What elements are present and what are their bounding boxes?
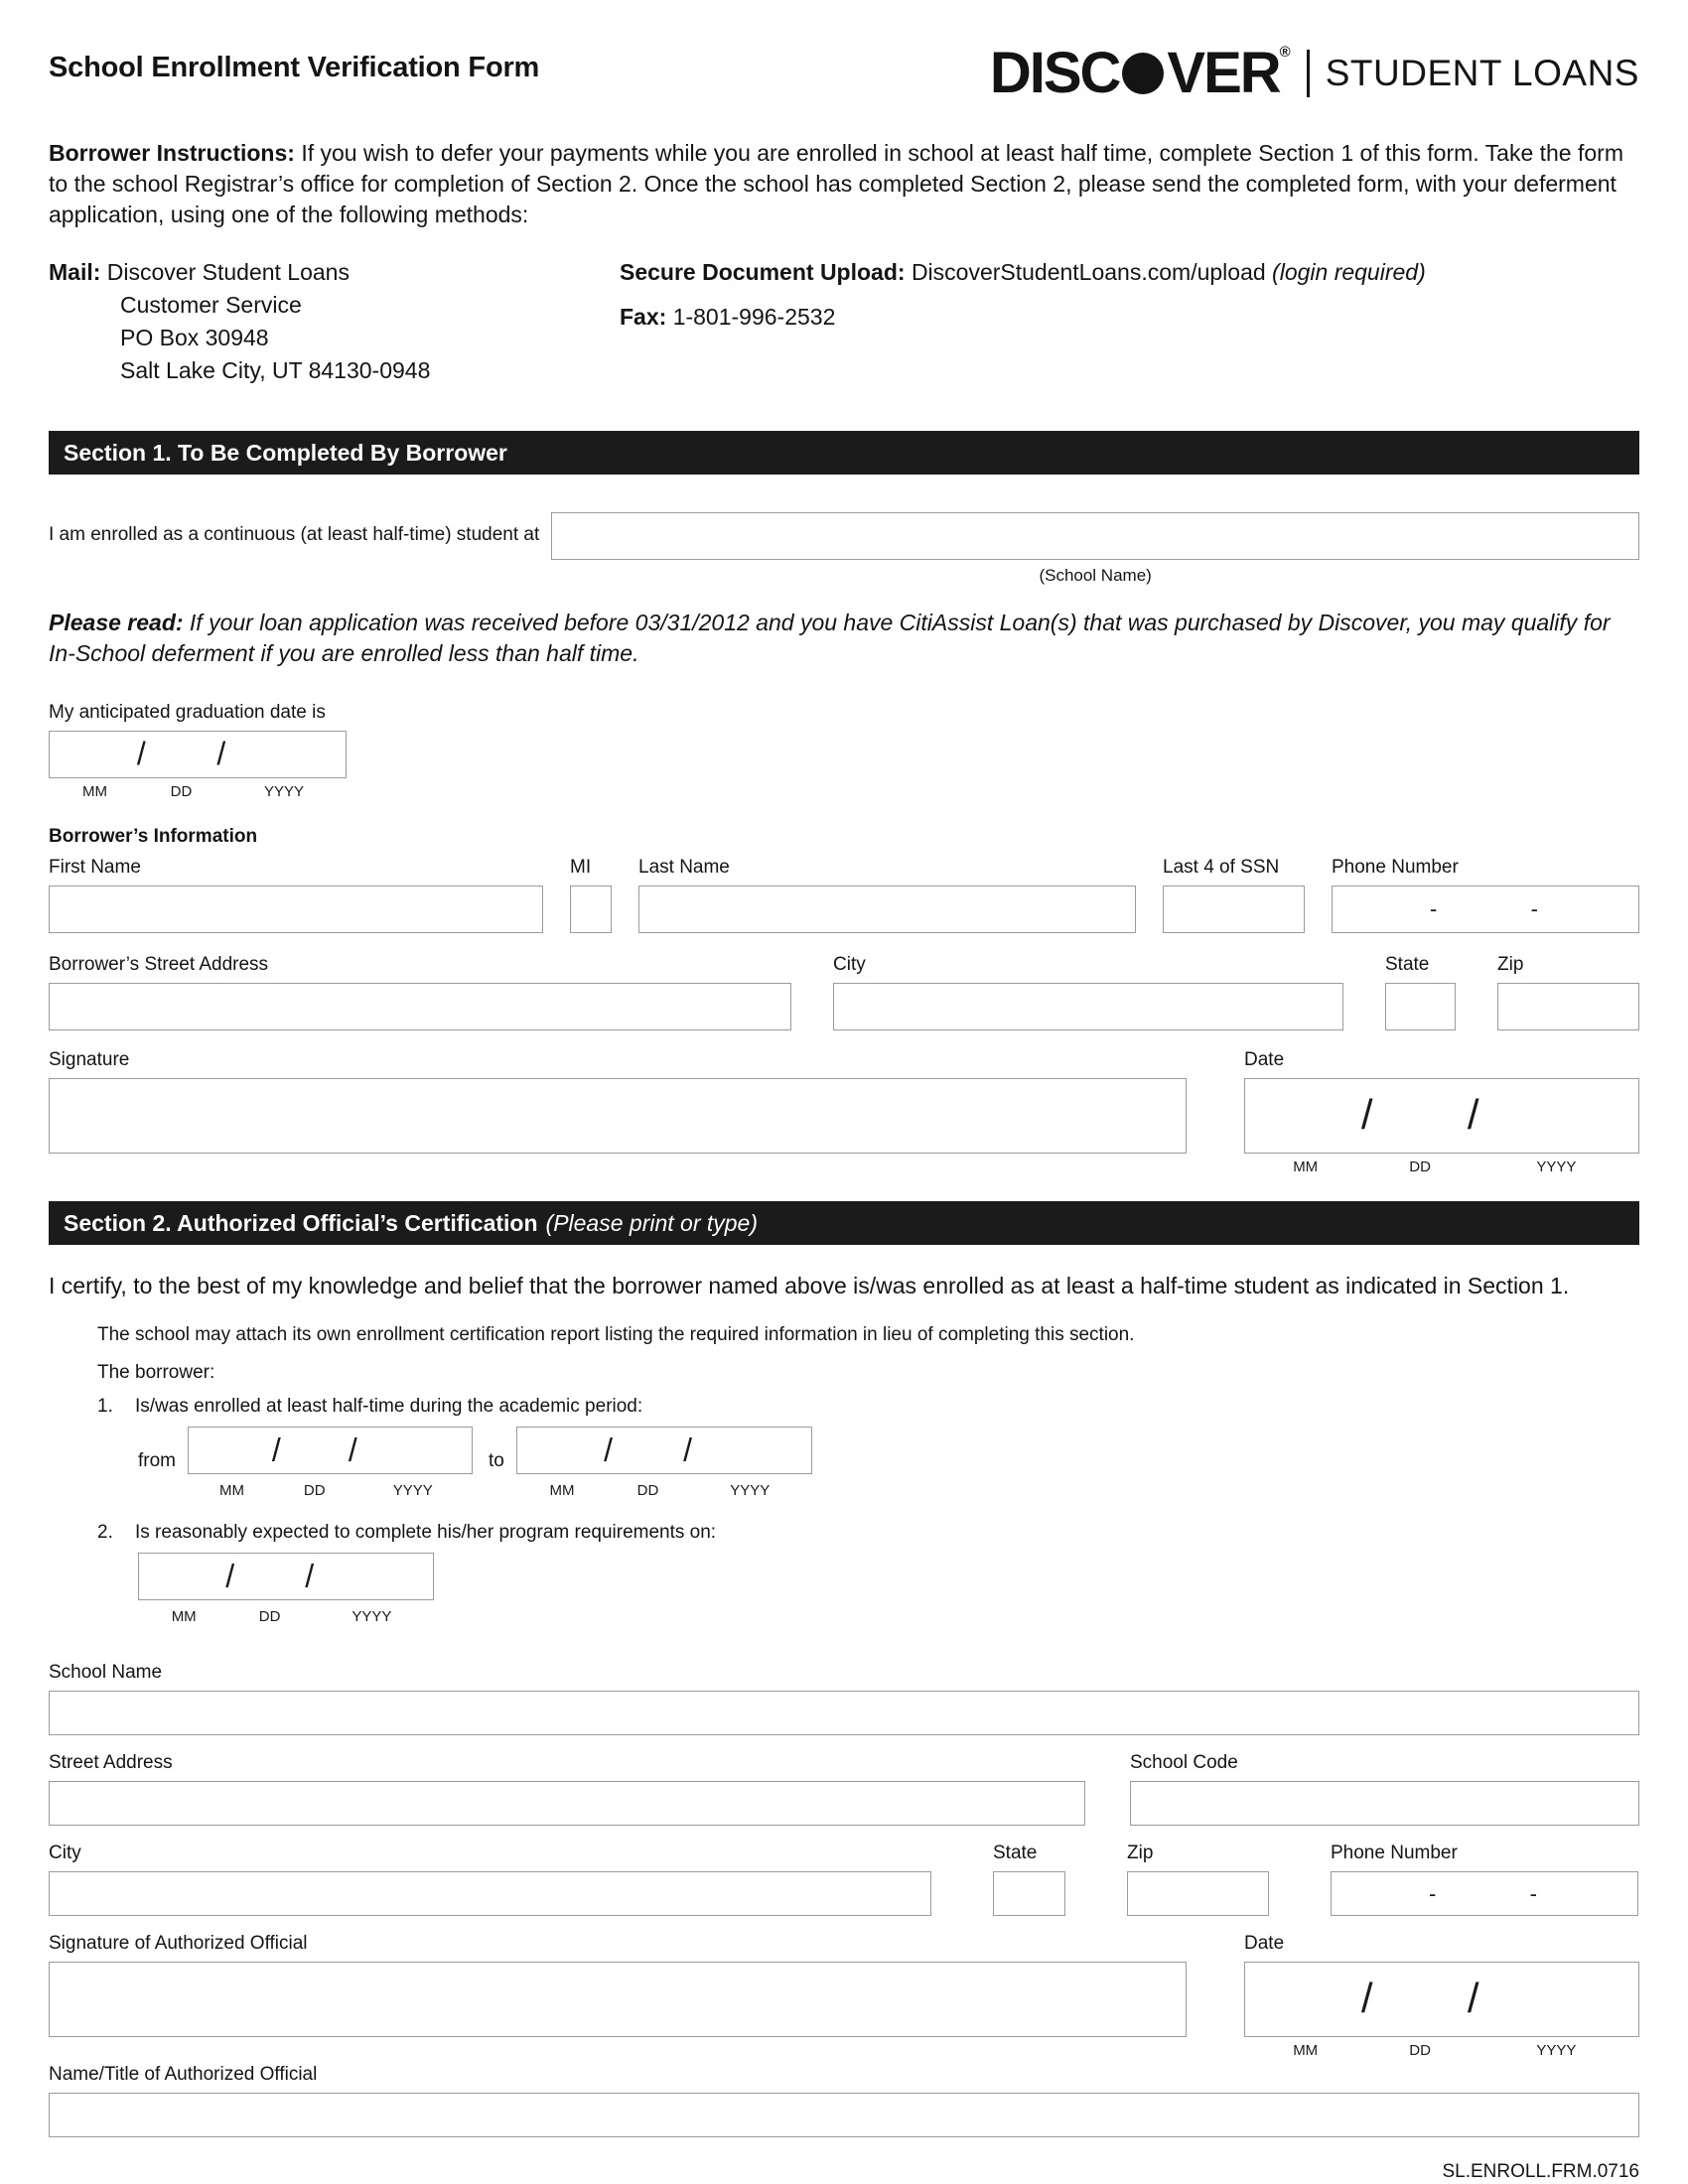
ssn-field xyxy=(1163,856,1305,933)
first-name-label: First Name xyxy=(49,857,141,878)
mm-label: MM xyxy=(549,1482,575,1499)
date-separator: / xyxy=(604,1432,614,1468)
school-code-field xyxy=(1130,1751,1639,1826)
item1-number: 1. xyxy=(97,1396,113,1417)
mm-label: MM xyxy=(171,1608,197,1625)
instructions-label: Borrower Instructions: xyxy=(49,140,295,166)
item1-text: Is/was enrolled at least half-time during the academic period: xyxy=(135,1396,643,1417)
borrower-intro: The borrower: xyxy=(97,1362,215,1383)
discover-circle-icon xyxy=(1122,53,1164,94)
to-label: to xyxy=(489,1450,504,1471)
school-city-row xyxy=(49,1842,1639,1916)
official-date-field xyxy=(1244,1932,1639,2059)
official-name-title-label: Name/Title of Authorized Official xyxy=(49,2064,318,2085)
grad-date-label: My anticipated graduation date is xyxy=(49,702,326,723)
phone-label: Phone Number xyxy=(1332,857,1459,878)
signature-label: Signature xyxy=(49,1049,130,1070)
period-from-format xyxy=(188,1479,473,1503)
mi-field xyxy=(570,856,612,933)
school-address-row xyxy=(49,1751,1639,1826)
item2-text: Is reasonably expected to complete his/her program requirements on: xyxy=(135,1522,717,1543)
date-separator: / xyxy=(1467,1975,1479,2022)
grad-date-format xyxy=(49,783,347,800)
graduation-date-field xyxy=(49,701,1639,800)
mail-line3: PO Box 30948 xyxy=(120,325,269,350)
school-name-input[interactable] xyxy=(551,512,1639,560)
last-name-label: Last Name xyxy=(638,857,730,878)
borrower-phone-input[interactable] xyxy=(1332,886,1639,933)
dd-label: DD xyxy=(1409,1159,1431,1175)
school-state-field xyxy=(993,1842,1065,1916)
school-name-caption: (School Name) xyxy=(1039,566,1152,585)
logo-divider xyxy=(1307,50,1310,97)
borrower-date-input[interactable] xyxy=(1244,1078,1639,1154)
borrower-name-row xyxy=(49,856,1639,933)
school-street-label: Street Address xyxy=(49,1752,173,1773)
certification-details xyxy=(97,1323,1639,1629)
phone-separator: - xyxy=(1429,896,1438,921)
official-date-label: Date xyxy=(1244,1933,1285,1954)
completion-date-format xyxy=(138,1605,434,1629)
date-separator: / xyxy=(1467,1091,1479,1139)
borrower-city-input[interactable] xyxy=(833,983,1343,1030)
ssn-input[interactable] xyxy=(1163,886,1305,933)
dd-label: DD xyxy=(1409,2042,1431,2059)
school-name-field-s2 xyxy=(49,1661,1639,1735)
mi-label: MI xyxy=(570,857,592,878)
borrower-instructions xyxy=(49,138,1639,230)
instructions-text: If you wish to defer your payments while you are enrolled in school at least half time, complete Section 1 of this form. Take the form to the school Registrar’s office for completion of Section 2. Once the school has completed Section 2, please send the completed form, with your deferment application, using one of the following methods: xyxy=(49,140,1623,227)
last-name-input[interactable] xyxy=(638,886,1136,933)
academic-period-range xyxy=(138,1427,1639,1503)
school-name-input-s2[interactable] xyxy=(49,1691,1639,1735)
official-name-title-input[interactable] xyxy=(49,2093,1639,2137)
school-phone-input[interactable] xyxy=(1331,1871,1638,1916)
borrower-phone-field xyxy=(1332,856,1639,933)
official-date-format xyxy=(1244,2042,1639,2059)
registered-trademark: ® xyxy=(1279,44,1291,61)
city-label: City xyxy=(833,954,866,975)
section2-title: Section 2. Authorized Official’s Certification xyxy=(64,1210,538,1236)
first-name-field xyxy=(49,856,543,933)
yyyy-label: YYYY xyxy=(352,1608,392,1625)
official-signature-field xyxy=(49,1932,1187,2059)
dd-label: DD xyxy=(636,1482,659,1499)
borrower-signature-field xyxy=(49,1048,1187,1175)
first-name-input[interactable] xyxy=(49,886,543,933)
borrower-zip-input[interactable] xyxy=(1497,983,1639,1030)
yyyy-label: YYYY xyxy=(263,783,305,800)
phone-separator: - xyxy=(1428,1880,1437,1906)
logo-subbrand: STUDENT LOANS xyxy=(1325,52,1639,93)
official-signature-label: Signature of Authorized Official xyxy=(49,1933,308,1954)
section1-header-bar xyxy=(49,431,1639,475)
date-separator: / xyxy=(271,1432,281,1468)
certification-item-2 xyxy=(97,1521,1639,1545)
official-signature-input[interactable] xyxy=(49,1962,1187,2037)
date-separator: / xyxy=(305,1558,315,1594)
section2-title-note: (Please print or type) xyxy=(545,1210,759,1236)
borrower-signature-input[interactable] xyxy=(49,1078,1187,1154)
attach-note: The school may attach its own enrollment certification report listing the required information in lieu of completing this section. xyxy=(97,1324,1135,1345)
school-street-input[interactable] xyxy=(49,1781,1085,1826)
date-label: Date xyxy=(1244,1049,1285,1070)
mail-block xyxy=(49,256,620,387)
contact-methods xyxy=(49,256,1639,387)
upload-line xyxy=(620,256,1639,289)
completion-date-field xyxy=(138,1553,434,1629)
borrower-signature-row xyxy=(49,1048,1639,1175)
upload-url: DiscoverStudentLoans.com/upload xyxy=(911,259,1266,285)
street-label: Borrower’s Street Address xyxy=(49,954,269,975)
official-name-title-field xyxy=(49,2063,1639,2137)
date-separator: / xyxy=(225,1558,235,1594)
school-name-field xyxy=(551,512,1639,586)
school-city-field xyxy=(49,1842,931,1916)
borrower-street-input[interactable] xyxy=(49,983,791,1030)
yyyy-label: YYYY xyxy=(730,1482,771,1499)
certification-statement: I certify, to the best of my knowledge and belief that the borrower named above is/was enrolled as at least a half-time student as indicated in Section 1. xyxy=(49,1273,1570,1298)
school-zip-label: Zip xyxy=(1127,1843,1154,1863)
school-phone-field xyxy=(1331,1842,1638,1916)
mi-input[interactable] xyxy=(570,886,612,933)
fax-line xyxy=(620,301,1639,334)
date-separator: / xyxy=(1360,1091,1373,1139)
please-read-note xyxy=(49,608,1639,669)
period-to-format xyxy=(516,1479,812,1503)
please-read-label: Please read: xyxy=(49,610,184,635)
date-separator: / xyxy=(136,735,146,771)
section1-title: Section 1. To Be Completed By Borrower xyxy=(64,440,507,466)
discover-student-loans-logo xyxy=(990,40,1639,106)
yyyy-label: YYYY xyxy=(1536,1159,1577,1175)
please-read-text: If your loan application was received before 03/31/2012 and you have CitiAssist Loan(s) that was purchased by Discover, you may qualify for In-School deferment if you are enrolled less than half time. xyxy=(49,610,1611,666)
enrollment-statement-row xyxy=(49,512,1639,586)
school-city-label: City xyxy=(49,1843,81,1863)
fax-number: 1-801-996-2532 xyxy=(672,304,836,330)
period-to-field xyxy=(516,1427,812,1503)
form-code: SL.ENROLL.FRM.0716 xyxy=(1442,2161,1639,2182)
borrower-date-format xyxy=(1244,1159,1639,1175)
upload-fax-block xyxy=(620,256,1639,387)
school-phone-label: Phone Number xyxy=(1331,1843,1458,1863)
grad-date-input[interactable] xyxy=(49,731,347,778)
school-city-input[interactable] xyxy=(49,1871,931,1916)
period-from-field xyxy=(188,1427,473,1503)
certification-item-1 xyxy=(97,1395,1639,1419)
phone-separator: - xyxy=(1529,1880,1537,1906)
official-date-input[interactable] xyxy=(1244,1962,1639,2037)
upload-note: (login required) xyxy=(1272,259,1426,285)
section2-header-bar xyxy=(49,1201,1639,1245)
school-street-field xyxy=(49,1751,1085,1826)
from-label: from xyxy=(138,1450,176,1471)
borrower-city-field xyxy=(833,953,1343,1030)
mm-label: MM xyxy=(82,783,107,800)
header xyxy=(49,40,1639,106)
mail-line4: Salt Lake City, UT 84130-0948 xyxy=(120,357,431,383)
phone-separator: - xyxy=(1530,896,1538,921)
completion-date-input[interactable] xyxy=(138,1553,434,1600)
zip-label: Zip xyxy=(1497,954,1524,975)
mail-line2: Customer Service xyxy=(120,292,302,318)
discover-wordmark xyxy=(990,40,1291,106)
last-name-field xyxy=(638,856,1136,933)
school-state-input[interactable] xyxy=(993,1871,1065,1916)
fax-label: Fax: xyxy=(620,304,667,330)
dd-label: DD xyxy=(258,1608,281,1625)
page-title: School Enrollment Verification Form xyxy=(49,52,540,83)
date-separator: / xyxy=(348,1432,357,1468)
school-code-label: School Code xyxy=(1130,1752,1238,1773)
yyyy-label: YYYY xyxy=(392,1482,433,1499)
borrower-address-row xyxy=(49,953,1639,1030)
borrower-state-input[interactable] xyxy=(1385,983,1456,1030)
item2-number: 2. xyxy=(97,1522,113,1543)
borrower-date-field xyxy=(1244,1048,1639,1175)
enrolled-label: I am enrolled as a continuous (at least half-time) student at xyxy=(49,524,540,545)
mm-label: MM xyxy=(218,1482,244,1499)
school-zip-field xyxy=(1127,1842,1269,1916)
school-name-label: School Name xyxy=(49,1662,163,1683)
dd-label: DD xyxy=(170,783,193,800)
period-from-input[interactable] xyxy=(188,1427,473,1474)
yyyy-label: YYYY xyxy=(1536,2042,1577,2059)
borrower-state-field xyxy=(1385,953,1456,1030)
official-signature-row xyxy=(49,1932,1639,2059)
period-to-input[interactable] xyxy=(516,1427,812,1474)
mm-label: MM xyxy=(1293,1159,1319,1175)
date-separator: / xyxy=(683,1432,692,1468)
mail-label: Mail: xyxy=(49,259,101,285)
logo-text-ver: VER xyxy=(1167,41,1280,105)
borrower-street-field xyxy=(49,953,791,1030)
school-code-input[interactable] xyxy=(1130,1781,1639,1826)
logo-text-disc: DISC xyxy=(989,41,1120,105)
state-label: State xyxy=(1385,954,1430,975)
dd-label: DD xyxy=(303,1482,326,1499)
school-zip-input[interactable] xyxy=(1127,1871,1269,1916)
school-state-label: State xyxy=(993,1843,1038,1863)
mail-line1: Discover Student Loans xyxy=(106,259,350,285)
upload-label: Secure Document Upload: xyxy=(620,259,906,285)
ssn-label: Last 4 of SSN xyxy=(1163,857,1280,878)
mm-label: MM xyxy=(1293,2042,1319,2059)
mail-line xyxy=(49,256,620,289)
borrower-zip-field xyxy=(1497,953,1639,1030)
date-separator: / xyxy=(1360,1975,1373,2022)
borrower-info-heading: Borrower’s Information xyxy=(49,826,258,847)
date-separator: / xyxy=(216,735,226,771)
